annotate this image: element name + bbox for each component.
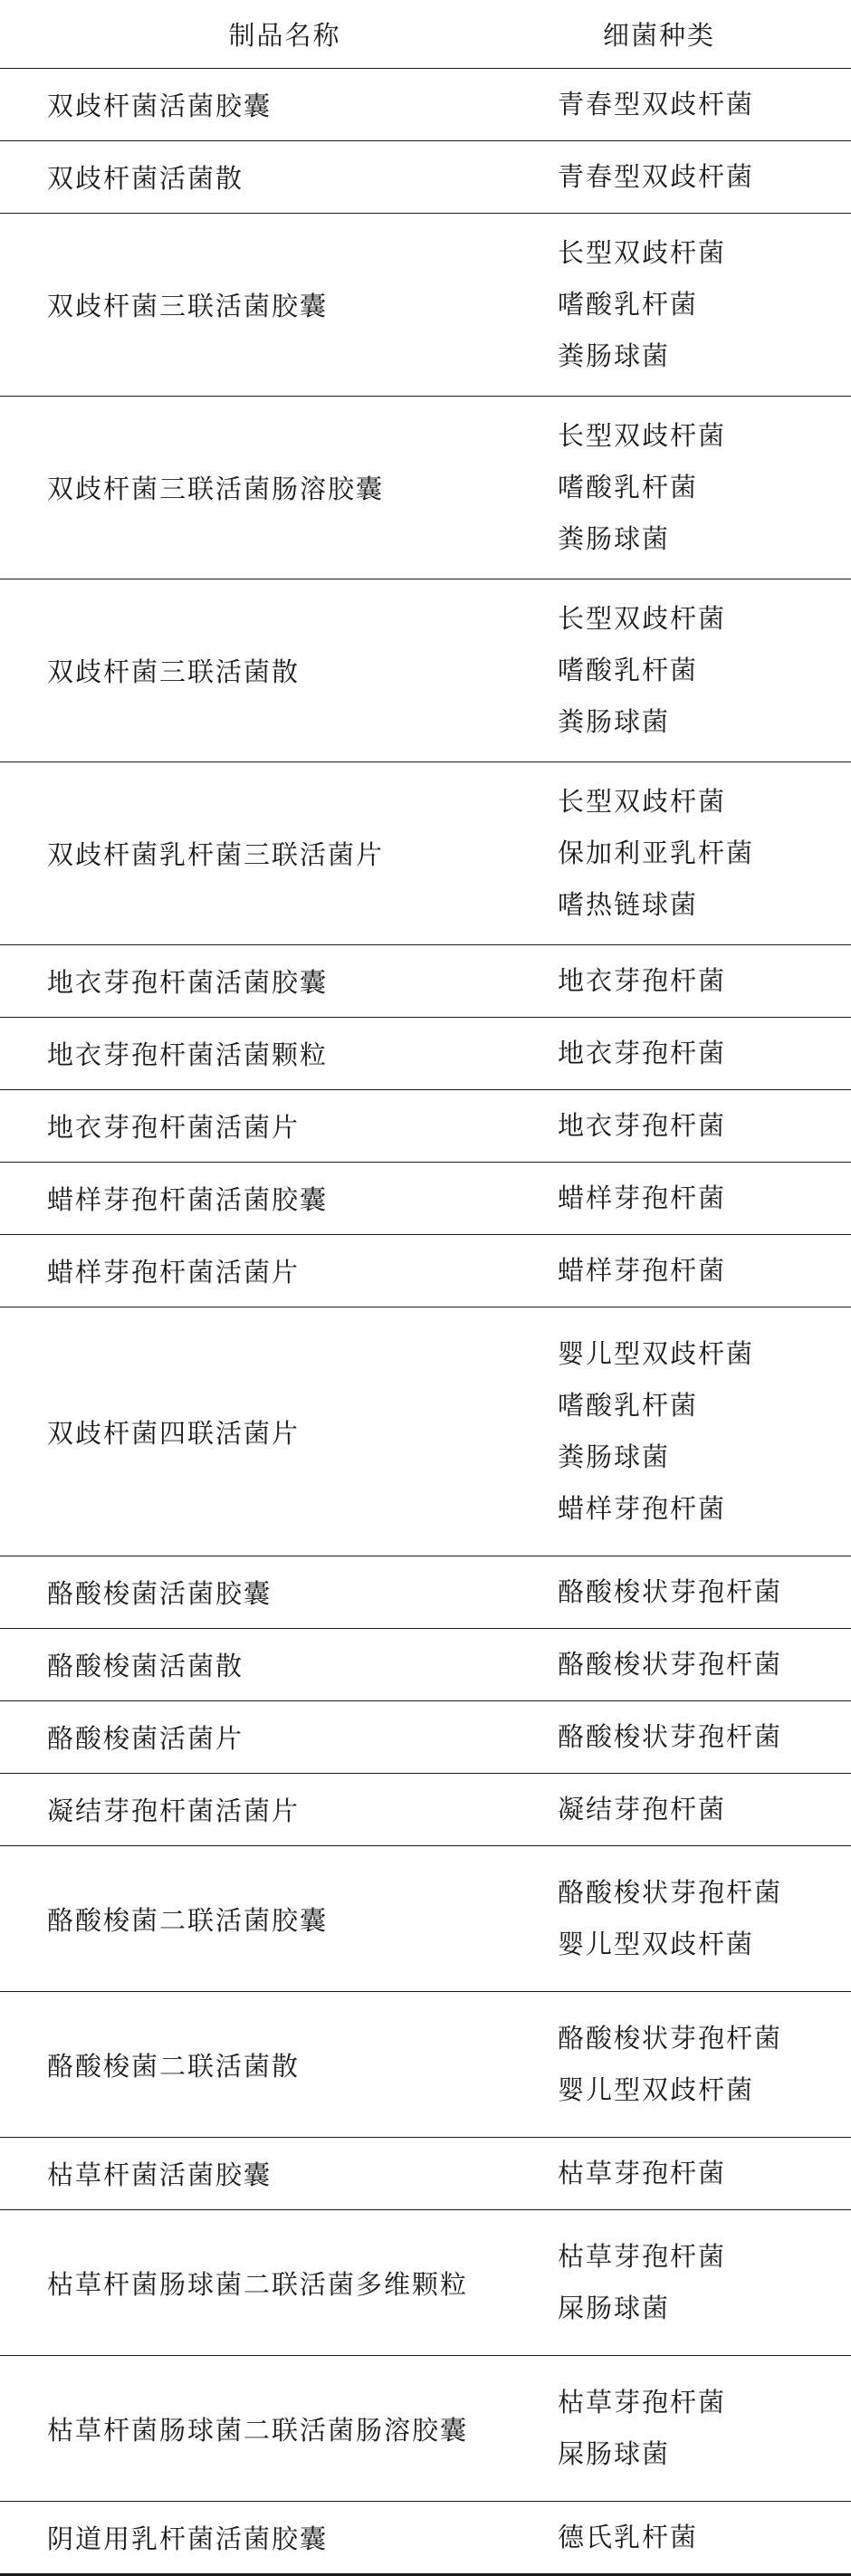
strain-cell	[534, 1163, 851, 1235]
strain-name: 嗜酸乳杆菌	[558, 472, 699, 503]
product-name-cell: 酪酸梭菌活菌散	[0, 1629, 534, 1701]
strain-name: 酪酸梭状芽孢杆菌	[558, 1576, 783, 1607]
strain-name: 蜡样芽孢杆菌	[558, 1493, 727, 1524]
strain-cell	[534, 1629, 851, 1701]
table-row	[0, 1556, 851, 1629]
strain-name: 屎肠球菌	[558, 2293, 671, 2323]
strain-name: 婴儿型双歧杆菌	[558, 2074, 755, 2105]
strain-cell	[534, 1090, 851, 1163]
strain-name: 青春型双歧杆菌	[558, 89, 755, 120]
strain-cell	[534, 2210, 851, 2356]
product-name-cell: 双歧杆菌乳杆菌三联活菌片	[0, 762, 534, 945]
table-row	[0, 1992, 851, 2138]
strain-name: 粪肠球菌	[558, 1441, 671, 1472]
table-row	[0, 1629, 851, 1701]
strain-name: 粪肠球菌	[558, 523, 671, 554]
product-name-cell: 枯草杆菌肠球菌二联活菌多维颗粒	[0, 2210, 534, 2356]
strain-name: 长型双歧杆菌	[558, 420, 727, 451]
strain-cell	[534, 214, 851, 397]
strain-name: 粪肠球菌	[558, 706, 671, 737]
table-row	[0, 141, 851, 214]
table-row	[0, 2502, 851, 2575]
strain-cell	[534, 1774, 851, 1846]
strain-cell	[534, 397, 851, 579]
strain-name: 粪肠球菌	[558, 340, 671, 371]
strain-cell	[534, 762, 851, 945]
table-row	[0, 1090, 851, 1163]
product-name-cell: 枯草杆菌肠球菌二联活菌肠溶胶囊	[0, 2356, 534, 2502]
strain-cell	[534, 1701, 851, 1774]
strain-name: 枯草芽孢杆菌	[558, 2158, 727, 2188]
strain-name: 蜡样芽孢杆菌	[558, 1255, 727, 1286]
product-name-cell: 凝结芽孢杆菌活菌片	[0, 1774, 534, 1846]
product-name-cell: 双歧杆菌活菌胶囊	[0, 69, 534, 141]
table-row	[0, 1774, 851, 1846]
strain-name: 长型双歧杆菌	[558, 603, 727, 634]
product-name-cell: 双歧杆菌四联活菌片	[0, 1307, 534, 1556]
strain-name: 嗜酸乳杆菌	[558, 655, 699, 685]
strain-cell	[534, 2138, 851, 2210]
strain-cell	[534, 1992, 851, 2138]
product-name-cell: 双歧杆菌三联活菌胶囊	[0, 214, 534, 397]
product-name-cell: 枯草杆菌活菌胶囊	[0, 2138, 534, 2210]
strain-name: 地衣芽孢杆菌	[558, 1038, 727, 1068]
strain-cell	[534, 1235, 851, 1307]
product-name-cell: 酪酸梭菌活菌片	[0, 1701, 534, 1774]
strain-cell	[534, 2502, 851, 2575]
strain-name: 嗜酸乳杆菌	[558, 1390, 699, 1421]
product-name-cell: 地衣芽孢杆菌活菌片	[0, 1090, 534, 1163]
product-name-cell: 双歧杆菌活菌散	[0, 141, 534, 214]
strain-name: 屎肠球菌	[558, 2438, 671, 2469]
product-name-cell: 酪酸梭菌二联活菌胶囊	[0, 1846, 534, 1992]
table-row	[0, 579, 851, 762]
product-name-cell: 蜡样芽孢杆菌活菌胶囊	[0, 1163, 534, 1235]
strain-cell	[534, 1018, 851, 1090]
strain-name: 地衣芽孢杆菌	[558, 1110, 727, 1141]
header-product-name: 制品名称	[0, 0, 534, 69]
strain-cell	[534, 141, 851, 214]
strain-cell	[534, 69, 851, 141]
product-name-cell: 双歧杆菌三联活菌散	[0, 579, 534, 762]
product-name-cell: 酪酸梭菌二联活菌散	[0, 1992, 534, 2138]
strain-cell	[534, 1307, 851, 1556]
strain-name: 枯草芽孢杆菌	[558, 2387, 727, 2418]
strain-name: 保加利亚乳杆菌	[558, 838, 755, 868]
strain-name: 婴儿型双歧杆菌	[558, 1338, 755, 1369]
table-row	[0, 397, 851, 579]
strain-cell	[534, 1556, 851, 1629]
table-row	[0, 2210, 851, 2356]
table-row	[0, 1701, 851, 1774]
table-row	[0, 214, 851, 397]
strain-name: 婴儿型双歧杆菌	[558, 1929, 755, 1959]
table-row	[0, 1018, 851, 1090]
table-row	[0, 1846, 851, 1992]
strain-cell	[534, 945, 851, 1018]
strain-name: 德氏乳杆菌	[558, 2522, 699, 2552]
header-row	[0, 0, 851, 69]
product-name-cell: 地衣芽孢杆菌活菌胶囊	[0, 945, 534, 1018]
table-header	[0, 0, 851, 69]
product-name-cell: 双歧杆菌三联活菌肠溶胶囊	[0, 397, 534, 579]
strain-cell	[534, 2356, 851, 2502]
strain-name: 酪酸梭状芽孢杆菌	[558, 2023, 783, 2054]
table-row	[0, 2356, 851, 2502]
strain-name: 青春型双歧杆菌	[558, 161, 755, 192]
table-row	[0, 1163, 851, 1235]
product-name-cell: 蜡样芽孢杆菌活菌片	[0, 1235, 534, 1307]
table-row	[0, 69, 851, 141]
strain-name: 酪酸梭状芽孢杆菌	[558, 1877, 783, 1908]
table-body	[0, 69, 851, 2575]
table-row	[0, 1307, 851, 1556]
strain-name: 长型双歧杆菌	[558, 237, 727, 268]
strain-name: 地衣芽孢杆菌	[558, 965, 727, 996]
strain-name: 凝结芽孢杆菌	[558, 1794, 727, 1824]
strain-name: 酪酸梭状芽孢杆菌	[558, 1721, 783, 1752]
table-row	[0, 762, 851, 945]
product-name-cell: 阴道用乳杆菌活菌胶囊	[0, 2502, 534, 2575]
strain-name: 枯草芽孢杆菌	[558, 2241, 727, 2272]
table-row	[0, 1235, 851, 1307]
strain-cell	[534, 1846, 851, 1992]
product-name-cell: 地衣芽孢杆菌活菌颗粒	[0, 1018, 534, 1090]
product-name-cell: 酪酸梭菌活菌胶囊	[0, 1556, 534, 1629]
strain-name: 嗜酸乳杆菌	[558, 289, 699, 320]
table-row	[0, 945, 851, 1018]
strain-name: 长型双歧杆菌	[558, 786, 727, 817]
table-row	[0, 2138, 851, 2210]
strain-cell	[534, 579, 851, 762]
strain-name: 嗜热链球菌	[558, 889, 699, 920]
header-strain-type: 细菌种类	[534, 0, 851, 69]
strain-name: 酪酸梭状芽孢杆菌	[558, 1649, 783, 1680]
strain-name: 蜡样芽孢杆菌	[558, 1183, 727, 1213]
